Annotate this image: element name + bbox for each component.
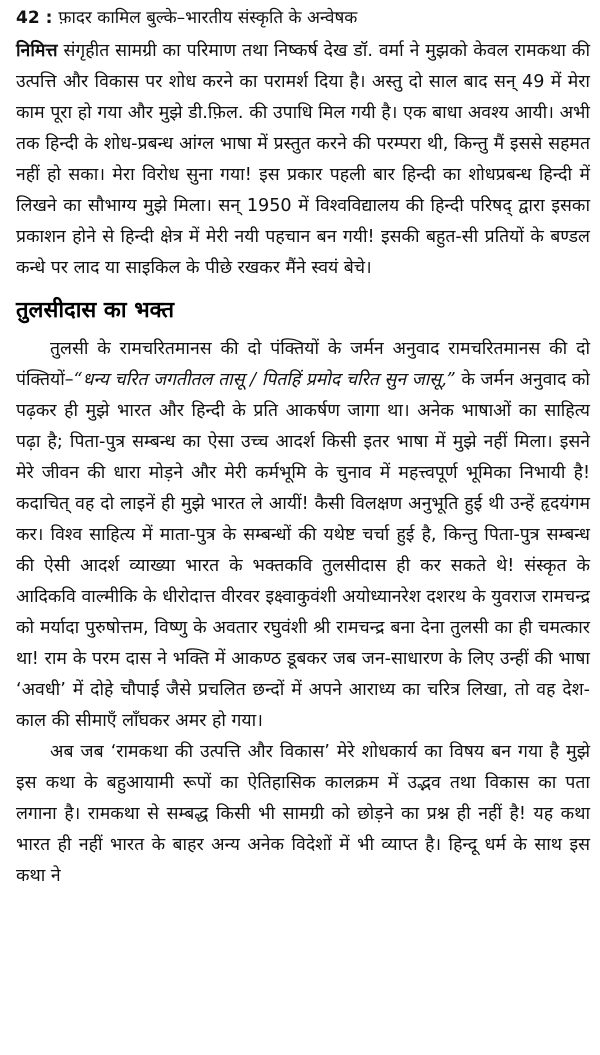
- lead-word: निमित्त: [16, 41, 58, 61]
- section-heading: तुलसीदास का भक्त: [16, 298, 174, 323]
- paragraph-text: संगृहीत सामग्री का परिमाण तथा निष्कर्ष देख डॉ. वर्मा ने मुझको केवल रामकथा की उत्पत्ति और विकास पर शोध करने का परामर्श दिया है। अस्तु दो साल बाद सन् 49 में मेरा काम पूरा हो गया और मुझे डी.फ़िल. की उपाधि मिल गयी है। एक बाधा अवश्य आयी। अभी तक हिन्दी के शोध-प्रबन्ध आंग्ल भाषा में प्रस्तुत करने की परम्परा थी, किन्तु मैं इससे सहमत नहीं हो सका। मेरा विरोध सुना गया! इस प्रकार पहली बार हिन्दी का शोधप्रबन्ध हिन्दी में लिखने का सौभाग्य मुझे मिला। सन् 1950 में विश्वविद्यालय की हिन्दी परिषद् द्वारा इसका प्रकाशन होने से हिन्दी क्षेत्र में मेरी नयी पहचान बन गयी! इसकी बहुत-सी प्रतियों के बण्डल कन्धे पर लाद या साइकिल के पीछे रखकर मैंने स्वयं बेचे।: [16, 41, 590, 278]
- paragraph-ramkatha: [16, 737, 590, 892]
- running-title: फ़ादर कामिल बुल्के–भारतीय संस्कृति के अन्वेषक: [58, 8, 358, 28]
- paragraph-text: अब जब ‘रामकथा की उत्पत्ति और विकास’ मेरे शोधकार्य का विषय बन गया है मुझे इस कथा के बहुआयामी रूपों का ऐतिहासिक कालक्रम में उद्भव तथा विकास का पता लगाना है। रामकथा से सम्बद्ध किसी भी सामग्री को छोड़ने का प्रश्न ही नहीं है! यह कथा भारत ही नहीं भारत के बाहर अन्य अनेक विदेशों में भी व्याप्त है। हिन्दू धर्म के साथ इस कथा ने: [16, 742, 590, 886]
- running-header: [16, 6, 590, 36]
- page-number: 42 :: [16, 8, 53, 28]
- paragraph-continuation: [16, 36, 590, 284]
- paragraph-tulsidas: [16, 334, 590, 737]
- page-body: [16, 36, 590, 892]
- paragraph-intro: तुलसी के रामचरितमानस की दो पंक्तियों के जर्मन अनुवाद रामचरितमानस की दो पंक्तियों–: [16, 339, 590, 390]
- quoted-verse: “धन्य चरित जगतीतल तासू / पितहिं प्रमोद चरित सुन जासू,”: [73, 370, 456, 390]
- paragraph-text: के जर्मन अनुवाद को पढ़कर ही मुझे भारत और हिन्दी के प्रति आकर्षण जागा था। अनेक भाषाओं का साहित्य पढ़ा है; पिता-पुत्र सम्बन्ध का ऐसा उच्च आदर्श किसी इतर भाषा में मुझे नहीं मिला। इसने मेरे जीवन की धारा मोड़ने और मेरी कर्मभूमि के चुनाव में महत्त्वपूर्ण भूमिका निभायी है! कदाचित् वह दो लाइनें ही मुझे भारत ले आयीं! कैसी विलक्षण अनुभूति हुई थी उन्हें हृदयंगम कर। विश्व साहित्य में माता-पुत्र के सम्बन्धों की यथेष्ट चर्चा हुई है, किन्तु पिता-पुत्र सम्बन्ध की ऐसी आदर्श व्याख्या भारत के भक्तकवि तुलसीदास ही कर सकते थे! संस्कृत के आदिकवि वाल्मीकि के धीरोदात्त वीरवर इक्ष्वाकुवंशी अयोध्यानरेश दशरथ के युवराज रामचन्द्र को मर्यादा पुरुषोत्तम, विष्णु के अवतार रघुवंशी श्री रामचन्द्र बना देना तुलसी का ही चमत्कार था! राम के परम दास ने भक्ति में आकण्ठ डूबकर जब जन-साधारण के लिए उन्हीं की भाषा ‘अवधी’ में दोहे चौपाई जैसे प्रचलित छन्दों में अपने आराध्य का चरित्र लिखा, तो वह देश-काल की सीमाएँ लाँघकर अमर हो गया।: [16, 370, 590, 731]
